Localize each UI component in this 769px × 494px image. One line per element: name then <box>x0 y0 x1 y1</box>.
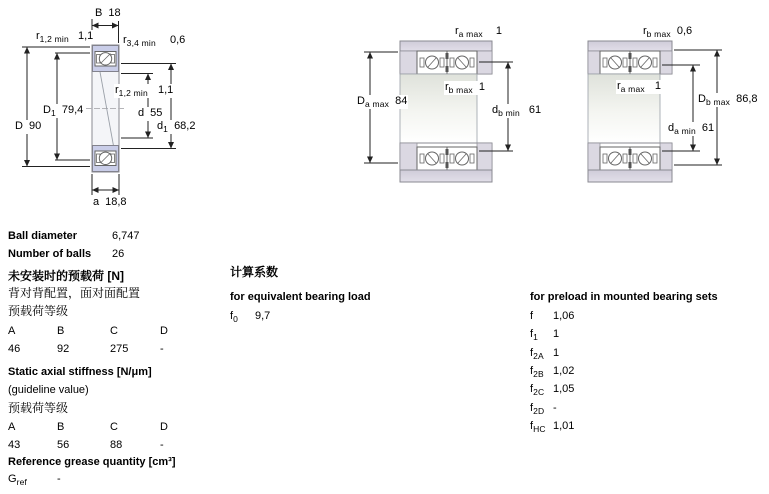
dim-label-ra-max-right: $r_{a max}$ 1 <box>617 80 661 94</box>
dim-label-ra-max-mid: $r_{a max}$ 1 <box>455 25 502 39</box>
stiffness-section-title: Static axial stiffness [N/μm] <box>8 366 152 378</box>
dim-label-outside-d: D 90 <box>15 120 42 132</box>
factor-f-value: 1,06 <box>553 310 575 322</box>
preload-header-d: D <box>160 325 168 337</box>
factor-f2b-value: 1,02 <box>553 365 575 377</box>
dim-label-r12-min-inner: $r_{1,2 min}$ 1,1 <box>115 84 174 98</box>
stiffness-value-a: 43 <box>8 439 21 451</box>
factor-f2b-symbol: $f_{2B}$ <box>530 365 544 379</box>
dim-label-r12-min-top: $r_{1,2 min}$ 1,1 <box>36 30 94 44</box>
preload-value-b: 92 <box>57 343 70 355</box>
factor-f2d-symbol: $f_{2D}$ <box>530 402 545 416</box>
factor-fhc-symbol: $f_{HC}$ <box>530 420 546 434</box>
stiffness-header-a: A <box>8 421 16 433</box>
dim-label-width-b: B 18 <box>95 7 121 19</box>
ball-diameter-label: Ball diameter <box>8 230 78 242</box>
ball-diameter-value: 6,747 <box>112 230 140 242</box>
preload-value-d: - <box>160 343 164 355</box>
dim-label-d1-inner: $d_1$ 68,2 <box>157 120 196 134</box>
dim-label-db-min-housing: $d_{b min}$ 61 <box>492 104 542 118</box>
factor-f0-value: 9,7 <box>255 310 271 322</box>
stiffness-value-b: 56 <box>57 439 70 451</box>
factor-f1-value: 1 <box>553 328 560 340</box>
stiffness-header-b: B <box>57 421 65 433</box>
factor-f2d-value: - <box>553 402 557 414</box>
dim-label-rb-max-right: $r_{b max}$ 0,6 <box>643 25 693 39</box>
right-mounting-diagram <box>588 41 722 182</box>
calculation-factors-title: 计算系数 <box>230 265 279 279</box>
dim-label-d1-outer: $D_1$ 79,4 <box>43 104 84 118</box>
dim-label-rb-max-mid: $r_{b max}$ 1 <box>445 81 485 95</box>
preload-header-a: A <box>8 325 16 337</box>
factor-f2c-symbol: $f_{2C}$ <box>530 383 545 397</box>
factor-f2c-value: 1,05 <box>553 383 575 395</box>
number-of-balls-value: 26 <box>112 248 125 260</box>
stiffness-header-c: C <box>110 421 118 433</box>
stiffness-class-label: 预载荷等级 <box>8 401 69 415</box>
factor-f1-symbol: $f_1$ <box>530 328 538 342</box>
dim-label-da-max-housing: $D_{a max}$ 84 <box>357 95 408 109</box>
factor-f2a-symbol: $f_{2A}$ <box>530 347 544 361</box>
dim-label-r34-min: $r_{3,4 min}$ 0,6 <box>123 34 186 48</box>
grease-gref-value: - <box>57 473 61 485</box>
stiffness-header-d: D <box>160 421 168 433</box>
dim-label-bore-d: d 55 <box>138 107 163 119</box>
factor-f0-symbol: $f_0$ <box>230 310 238 324</box>
preload-section-title: 未安装时的预载荷 [N] <box>8 269 124 283</box>
grease-section-title: Reference grease quantity [cm³] <box>8 456 176 468</box>
preload-header-b: B <box>57 325 65 337</box>
grease-gref-symbol: $G_{ref}$ <box>8 473 28 487</box>
preload-value-a: 46 <box>8 343 21 355</box>
stiffness-value-d: - <box>160 439 164 451</box>
factor-f-symbol: f <box>530 310 534 322</box>
dim-label-a: a 18,8 <box>93 196 127 208</box>
equivalent-load-title: for equivalent bearing load <box>230 291 371 303</box>
dim-label-db-max-shaft: $D_{b max}$ 86,8 <box>698 93 758 107</box>
number-of-balls-label: Number of balls <box>8 248 92 260</box>
preload-class-label: 预载荷等级 <box>8 304 69 318</box>
factor-f2a-value: 1 <box>553 347 560 359</box>
stiffness-guideline-note: (guideline value) <box>8 384 89 396</box>
preload-value-c: 275 <box>110 343 129 355</box>
dim-label-da-min-shaft: $d_{a min}$ 61 <box>668 122 715 136</box>
factor-fhc-value: 1,01 <box>553 420 575 432</box>
preload-header-c: C <box>110 325 118 337</box>
stiffness-value-c: 88 <box>110 439 123 451</box>
preload-arrangement-subtitle: 背对背配置，面对面配置 <box>8 286 141 300</box>
preload-factors-title: for preload in mounted bearing sets <box>530 291 718 303</box>
